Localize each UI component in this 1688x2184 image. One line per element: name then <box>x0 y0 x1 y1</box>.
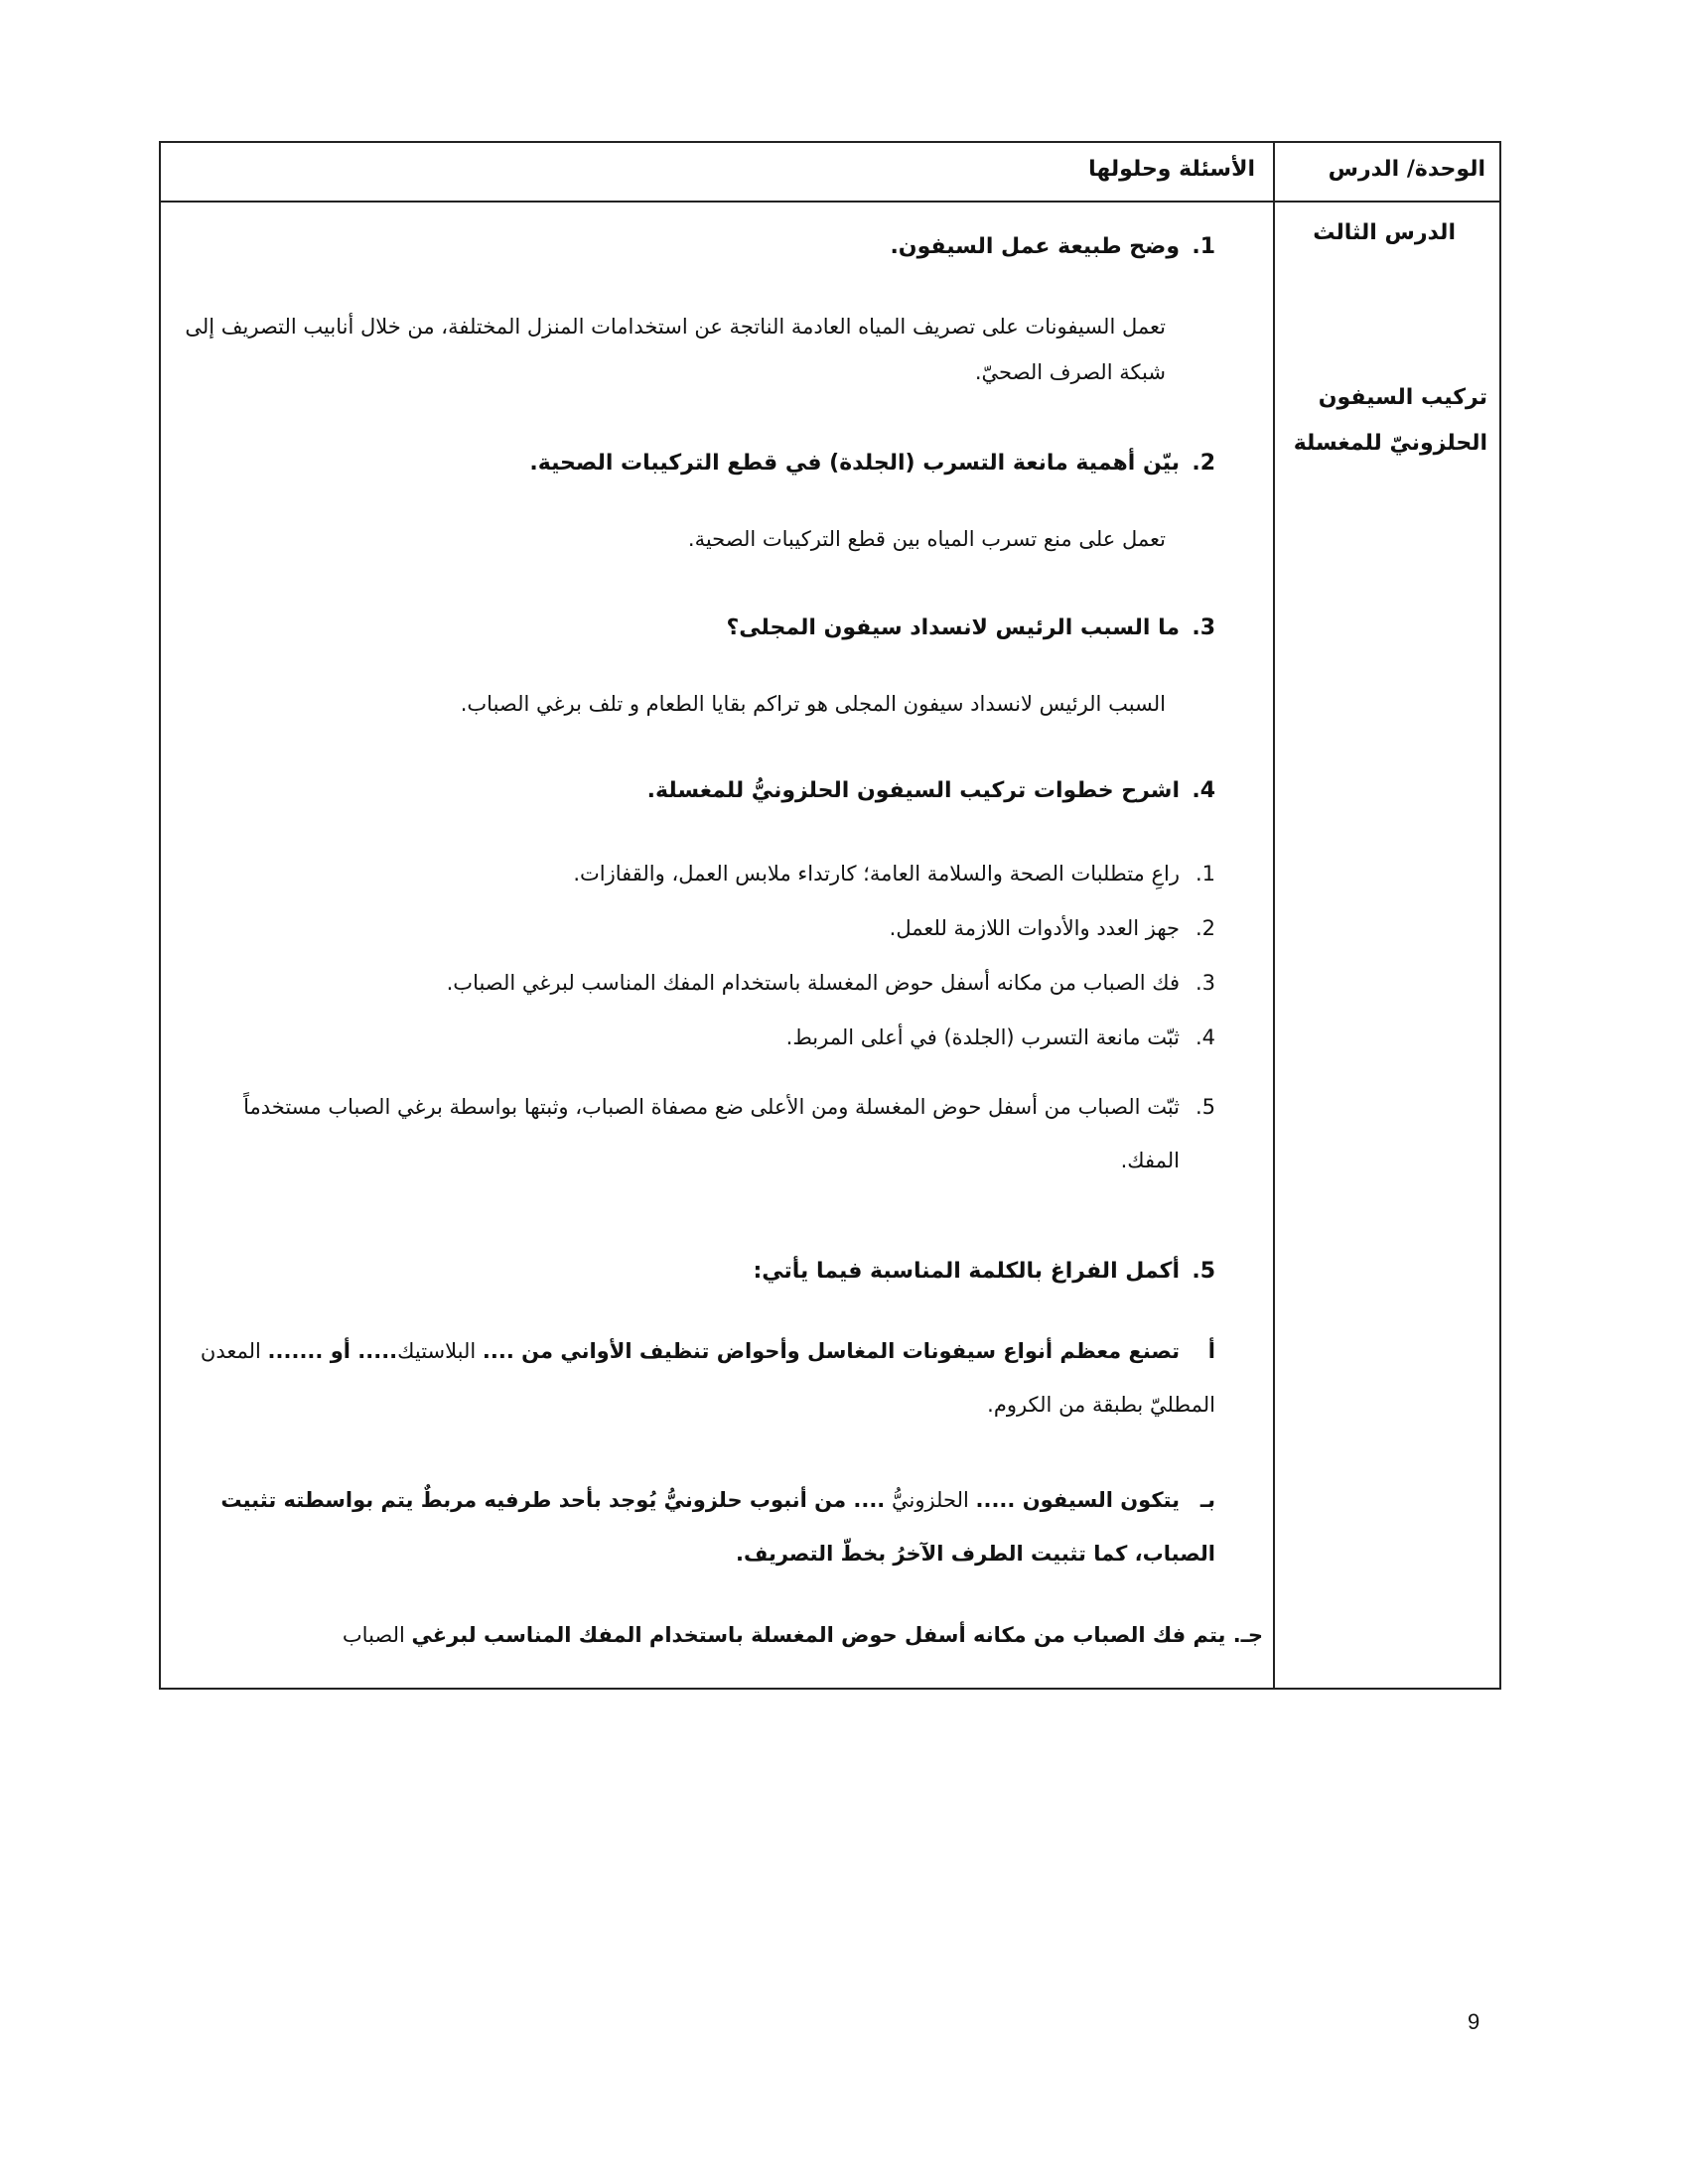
item-prompt: جـ. يتم فك الصباب من مكانه أسفل حوض المغسلة باستخدام المفك المناسب لبرغي <box>411 1623 1263 1647</box>
answer-2: تعمل على منع تسرب المياه بين قطع التركيبات الصحية. <box>687 527 1166 551</box>
step-4 <box>786 1025 1215 1049</box>
item-label: بـ <box>1199 1488 1215 1512</box>
item-answer: الحلزونيُّ <box>891 1488 969 1512</box>
lesson-title: تركيب السيفون الحلزونيّ للمغسلة <box>1293 385 1487 456</box>
lesson-number: الدرس الثالث <box>1313 220 1456 245</box>
unit-cell <box>1273 205 1499 1688</box>
question-number: 4. <box>1192 778 1215 803</box>
question-number: 1. <box>1192 234 1215 259</box>
fill-item-b <box>163 1473 1215 1580</box>
step-number: 3. <box>1195 971 1215 995</box>
step-number: 4. <box>1195 1025 1215 1049</box>
question-4 <box>647 778 1215 803</box>
step-5 <box>183 1080 1215 1187</box>
step-number: 5. <box>1195 1095 1215 1119</box>
step-text: جهز العدد والأدوات اللازمة للعمل. <box>889 916 1180 940</box>
table-header-row <box>161 143 1499 203</box>
step-1 <box>573 862 1215 886</box>
item-answer: الصباب <box>342 1623 405 1647</box>
question-5 <box>753 1259 1215 1284</box>
step-3 <box>447 971 1215 995</box>
question-text: ما السبب الرئيس لانسداد سيفون المجلى؟ <box>726 615 1180 640</box>
question-3 <box>727 615 1215 640</box>
step-text: راعِ متطلبات الصحة والسلامة العامة؛ كارتداء ملابس العمل، والقفازات. <box>573 862 1180 886</box>
step-text: ثبّت الصباب من أسفل حوض المغسلة ومن الأعلى ضع مصفاة الصباب، وثبتها بواسطة برغي الصباب مستخدماً المفك. <box>243 1095 1180 1172</box>
answer-1: تعمل السيفونات على تصريف المياه العادمة الناتجة عن استخدامات المنزل المختلفة، من خلال أنابيب التصريف إلى شبكة الصرف الصحيّ. <box>185 315 1166 384</box>
item-prompt: يتكون السيفون ..... <box>975 1488 1180 1512</box>
item-prompt-continued: .... من أنبوب حلزونيُّ يُوجد بأحد طرفيه مربطٌ يتم بواسطته تثبيت الصباب، كما تثبيت الطرف الآخرُ بخطّ التصريف. <box>220 1488 1215 1566</box>
question-number: 5. <box>1192 1259 1215 1284</box>
answer-3: السبب الرئيس لانسداد سيفون المجلى هو تراكم بقايا الطعام و تلف برغي الصباب. <box>460 692 1166 716</box>
step-text: فك الصباب من مكانه أسفل حوض المغسلة باستخدام المفك المناسب لبرغي الصباب. <box>446 971 1180 995</box>
item-prompt: تصنع معظم أنواع سيفونات المغاسل وأحواض تنظيف الأواني من .... <box>482 1339 1180 1363</box>
question-text: وضح طبيعة عمل السيفون. <box>890 234 1180 259</box>
question-1 <box>890 234 1215 259</box>
fill-item-a <box>163 1324 1215 1432</box>
header-unit-lesson: الوحدة/ الدرس <box>1328 157 1485 182</box>
question-text: بيّن أهمية مانعة التسرب (الجلدة) في قطع التركيبات الصحية. <box>529 451 1180 476</box>
step-2 <box>890 916 1215 940</box>
step-text: ثبّت مانعة التسرب (الجلدة) في أعلى المربط. <box>785 1025 1180 1049</box>
step-number: 1. <box>1195 862 1215 886</box>
item-answer: البلاستيك <box>397 1339 477 1363</box>
header-questions: الأسئلة وحلولها <box>1088 157 1255 182</box>
question-number: 3. <box>1192 615 1215 640</box>
item-label: أ <box>1207 1339 1215 1363</box>
item-answer-2: المعدن المطليّ بطبقة من الكروم. <box>200 1339 1215 1417</box>
questions-table <box>159 141 1501 1690</box>
question-2 <box>529 451 1215 476</box>
question-text: أكمل الفراغ بالكلمة المناسبة فيما يأتي: <box>753 1259 1180 1284</box>
question-number: 2. <box>1192 451 1215 476</box>
question-text: اشرح خطوات تركيب السيفون الحلزونيُّ للمغسلة. <box>646 778 1180 803</box>
step-number: 2. <box>1195 916 1215 940</box>
fill-item-c <box>171 1608 1263 1662</box>
page-number: 9 <box>1468 2009 1480 2034</box>
item-prompt-continued: ..... أو ....... <box>267 1339 398 1363</box>
